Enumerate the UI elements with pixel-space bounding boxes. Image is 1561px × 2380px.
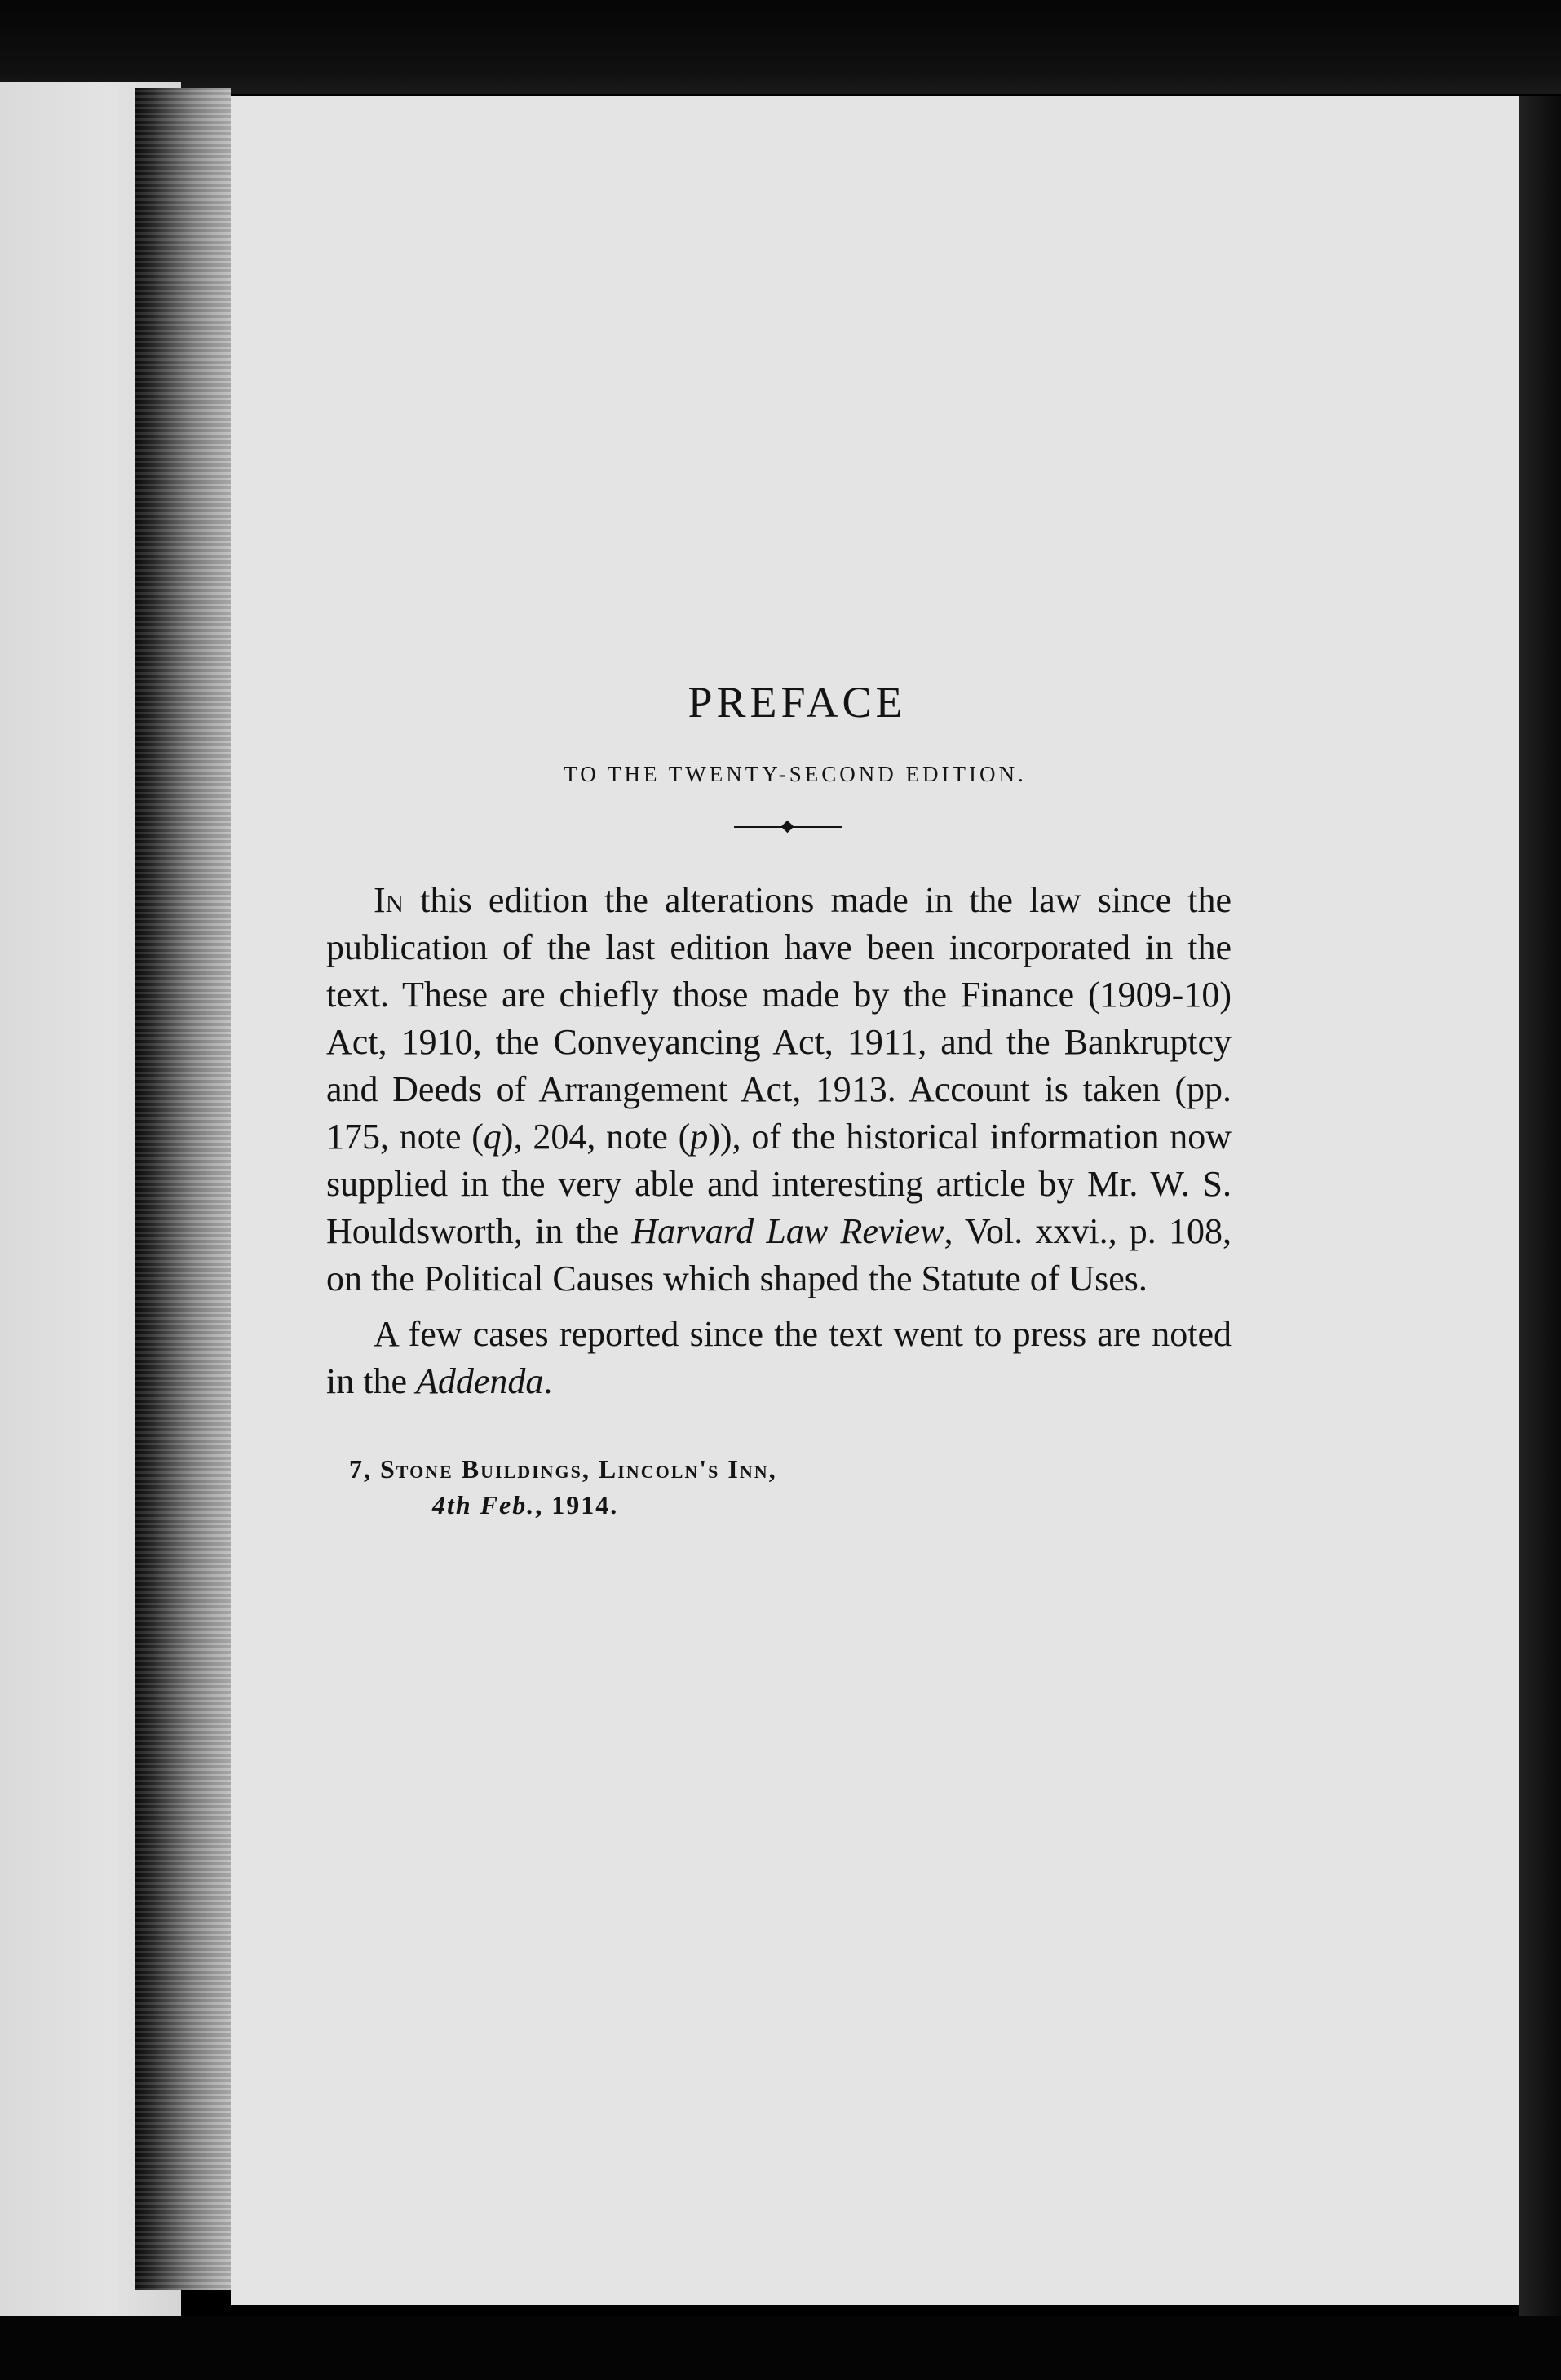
signoff-date-day: 4th Feb. [432,1490,536,1520]
paragraph-text: this edition the alterations made in the law since the publication of the last edition have been incorporated in the text. These are chiefly those made by the Finance (1909-10) Act, 1910, the Conveyancing Act, 1911, and the Bankruptcy and Deeds of Arrangement Act, 1913. Account is taken (pp. 175, note ( [326,880,1232,1157]
signoff [349,1451,1232,1523]
scan-top-border [0,0,1561,94]
journal-title: Harvard Law Review [631,1211,944,1251]
paragraph-text: ), 204, note ( [501,1117,691,1157]
signoff-date-year: , 1914. [535,1490,619,1520]
preface-content [326,677,1232,1523]
paragraph-alterations [326,877,1232,1303]
scan-bottom-border [0,2316,1561,2380]
signoff-date [432,1487,1232,1523]
signoff-address: 7, Stone Buildings, Lincoln's Inn, [349,1454,777,1484]
footnote-mark-p: p [690,1117,709,1157]
page-title: PREFACE [688,678,907,727]
paragraph-addenda-note [326,1311,1232,1405]
book-gutter [135,88,231,2290]
lead-word: In [374,880,405,920]
addenda-reference: Addenda [415,1361,544,1401]
paragraph-text: A few cases reported since the text went to press are noted in the [326,1314,1232,1401]
page-subtitle: TO THE TWENTY-SECOND EDITION. [564,762,1027,786]
rule-diamond-ornament [781,821,794,834]
paragraph-text: , Vol. xxvi., p. 108, on the Political Causes which shaped the Statute of Uses. [326,1211,1232,1298]
page-right-edge [1519,96,1561,2347]
footnote-mark-q: q [483,1117,502,1157]
ornamental-rule [734,812,842,844]
paragraph-text: . [543,1361,553,1401]
paragraph-text: )), of the historical information now supplied in the very able and interesting article by Mr. W. S. Houldsworth, in the [326,1117,1232,1251]
